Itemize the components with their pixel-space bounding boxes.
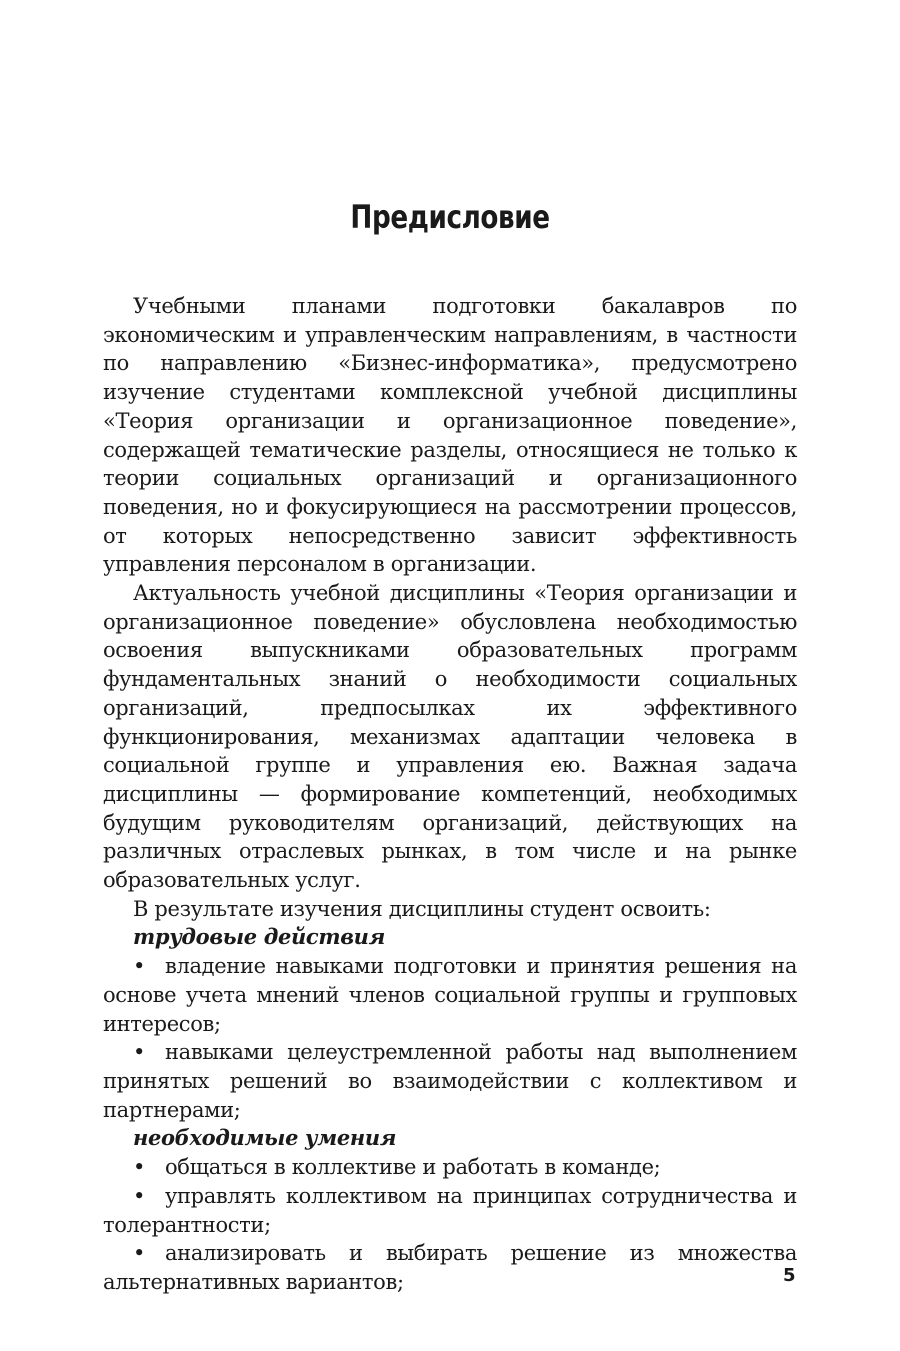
list-item-text: управлять коллективом на принципах сотрудничества и толерантности;	[103, 1183, 797, 1237]
list-item-text: навыками целеустремленной работы над выполнением принятых решений во взаимодействии с коллективом и партнерами;	[103, 1040, 797, 1122]
section-heading-skills: необходимые умения	[133, 1125, 397, 1151]
bullet-icon: •	[133, 954, 146, 979]
paragraph-intro: Учебными планами подготовки бакалавров по экономическим и управленческим направлениям, в частности по направлению «Бизнес-информатика», предусмотрено изучение студентами комплексной учебной дисциплины «Теория организации и организационное поведение», содержащей тематические разделы, относящиеся не только к теории социальных организаций и организационного поведения, но и фокусирующиеся на рассмотрении процессов, от которых непосредственно зависит эффективность управления персоналом в организации.	[103, 294, 797, 577]
list-item	[103, 1182, 797, 1239]
bullet-icon: •	[133, 1040, 146, 1065]
list-item-text: анализировать и выбирать решение из множества альтернативных вариантов;	[103, 1241, 797, 1294]
list-item-text: общаться в коллективе и работать в команде;	[165, 1155, 661, 1180]
paragraph-result: В результате изучения дисциплины студент освоить:	[133, 896, 711, 921]
list-item	[103, 1153, 797, 1182]
page-number: 5	[783, 1265, 796, 1286]
bullet-icon: •	[133, 1155, 146, 1180]
body-text	[103, 292, 797, 1297]
bullet-icon: •	[133, 1241, 146, 1266]
list-item-text: владение навыками подготовки и принятия решения на основе учета мнений членов социальной группы и групповых интересов;	[103, 954, 797, 1036]
list-item	[103, 1038, 797, 1124]
page-title: Предисловие	[350, 198, 550, 236]
bullet-icon: •	[133, 1183, 146, 1208]
paragraph-relevance: Актуальность учебной дисциплины «Теория организации и организационное поведение» обусловлена необходимостью освоения выпускниками образовательных программ фундаментальных знаний о необходимости социальных организаций, предпосылках их эффективного функционирования, механизмах адаптации человека в социальной группе и управления ею. Важная задача дисциплины — формирование компетенций, необходимых будущим руководителям организаций, действующих на различных отраслевых рынках, в том числе и на рынке образовательных услуг.	[103, 581, 797, 893]
section-heading-labor: трудовые действия	[133, 924, 385, 950]
list-item	[103, 952, 797, 1038]
list-item	[103, 1239, 797, 1296]
